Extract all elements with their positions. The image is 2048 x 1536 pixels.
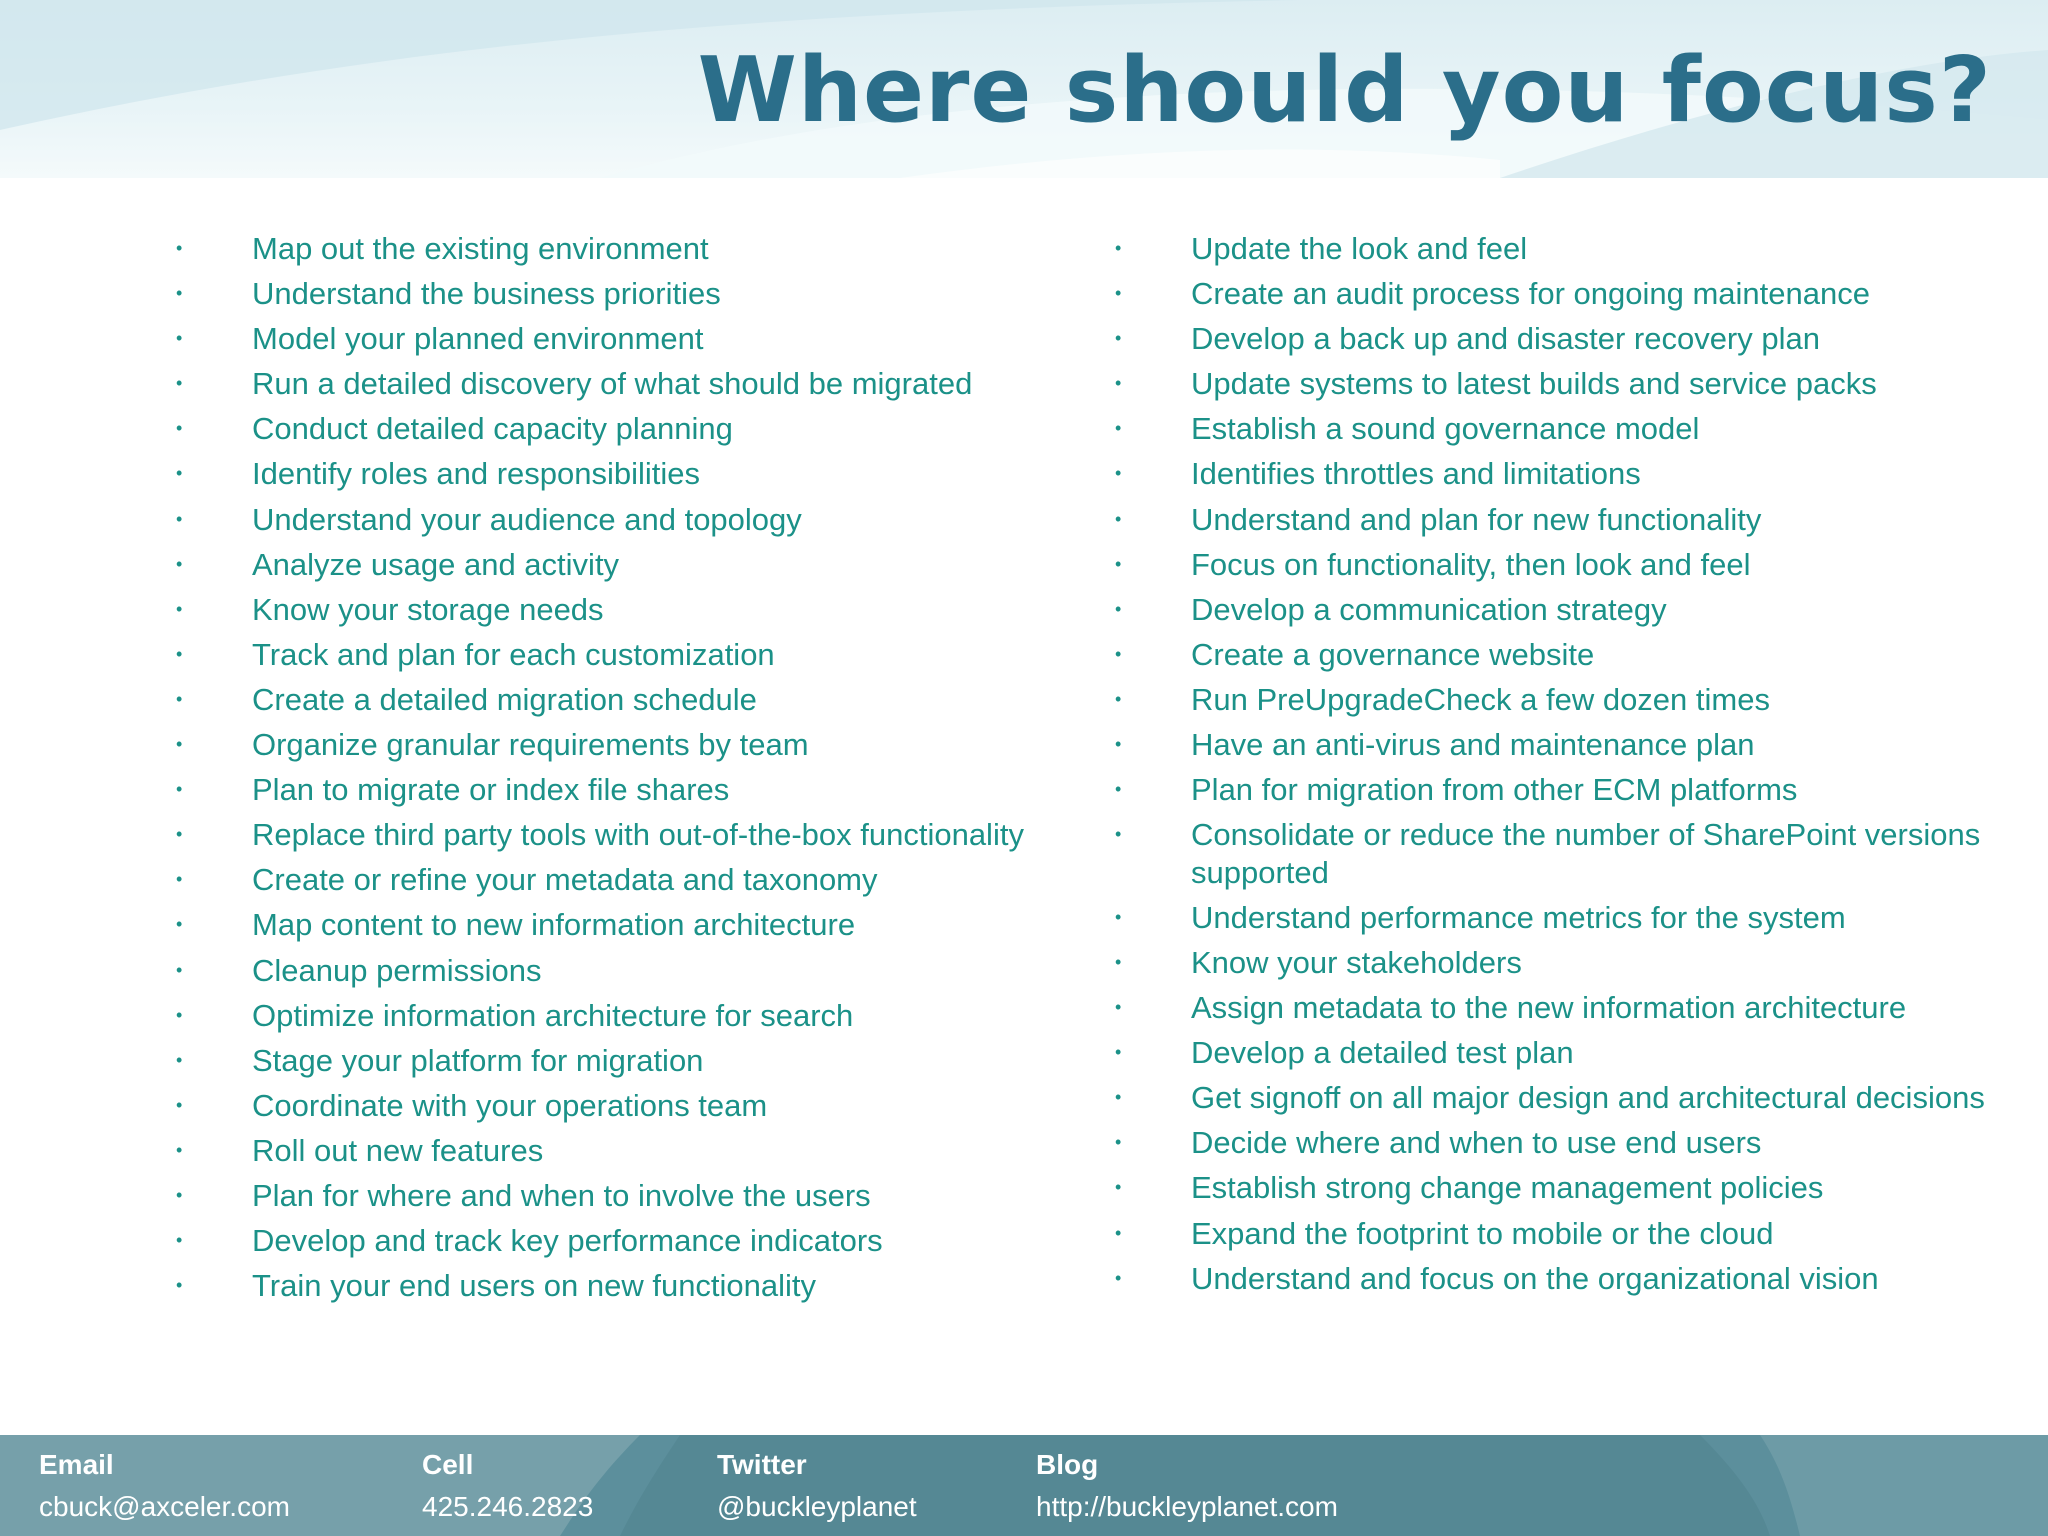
bullet-icon: • (176, 824, 183, 845)
bullet-icon: • (1115, 643, 1122, 664)
list-item (1115, 636, 1995, 674)
bullet-icon: • (176, 1230, 183, 1251)
list-item (176, 546, 1036, 584)
list-item (176, 1132, 1036, 1170)
list-item-text: Run PreUpgradeCheck a few dozen times (1191, 681, 1770, 717)
list-item-text: Identifies throttles and limitations (1191, 456, 1641, 492)
list-item (176, 952, 1036, 990)
list-item (176, 997, 1036, 1035)
cell-value: 425.246.2823 (422, 1491, 594, 1522)
bullet-icon: • (1115, 906, 1122, 927)
list-item (1115, 546, 1995, 584)
bullet-icon: • (1115, 734, 1122, 755)
list-item (1115, 591, 1995, 629)
list-item (176, 861, 1036, 899)
list-item-text: Optimize information architecture for search (252, 997, 854, 1033)
list-item (1115, 410, 1995, 448)
cell-label: Cell (422, 1449, 474, 1480)
list-item (176, 275, 1036, 313)
list-item-text: Replace third party tools with out-of-the-box functionality (252, 817, 1024, 853)
bullet-icon: • (176, 914, 183, 935)
list-item-text: Map content to new information architecture (252, 907, 856, 943)
list-item-text: Understand your audience and topology (252, 501, 802, 537)
list-item (176, 771, 1036, 809)
footer-blog (1036, 1447, 1338, 1527)
list-item-text: Create a governance website (1191, 636, 1595, 672)
list-item (1115, 1215, 1995, 1253)
bullet-icon: • (176, 463, 183, 484)
blog-value[interactable]: http://buckleyplanet.com (1036, 1491, 1338, 1522)
list-item-text: Focus on functionality, then look and feel (1191, 546, 1751, 582)
list-item (1115, 365, 1995, 403)
bullet-icon: • (176, 779, 183, 800)
list-item-text: Know your storage needs (252, 591, 604, 627)
list-item-text: Expand the footprint to mobile or the cloud (1191, 1215, 1774, 1251)
list-item (1115, 1260, 1995, 1298)
bullet-icon: • (1115, 779, 1122, 800)
bullet-icon: • (176, 598, 183, 619)
list-item-text: Understand and focus on the organizational vision (1191, 1260, 1879, 1296)
list-item (176, 1177, 1036, 1215)
list-item-text: Map out the existing environment (252, 231, 709, 266)
blog-label: Blog (1036, 1449, 1099, 1480)
list-item-text: Assign metadata to the new information architecture (1191, 990, 1907, 1026)
list-item-text: Establish a sound governance model (1191, 411, 1700, 447)
bullet-icon: • (176, 1004, 183, 1025)
email-value[interactable]: cbuck@axceler.com (39, 1491, 290, 1522)
list-item (176, 1222, 1036, 1260)
bullet-icon: • (1115, 283, 1122, 304)
list-item-text: Consolidate or reduce the number of SharePoint versions supported (1191, 817, 1981, 890)
bullet-icon: • (176, 1139, 183, 1160)
list-item (176, 906, 1036, 944)
footer-cell (422, 1447, 593, 1527)
bullet-icon: • (176, 1049, 183, 1070)
list-item-text: Develop and track key performance indicators (252, 1223, 883, 1259)
list-item (176, 410, 1036, 448)
bullet-icon: • (1115, 1132, 1122, 1153)
list-item-text: Plan for migration from other ECM platforms (1191, 772, 1798, 808)
bullet-icon: • (176, 373, 183, 394)
list-item-text: Understand performance metrics for the system (1191, 899, 1846, 935)
list-item (176, 1267, 1036, 1305)
list-item (176, 230, 1036, 268)
list-item (1115, 771, 1995, 809)
list-item-text: Conduct detailed capacity planning (252, 411, 733, 447)
bullet-icon: • (1115, 328, 1122, 349)
list-item-text: Identify roles and responsibilities (252, 456, 701, 492)
list-item-text: Create a detailed migration schedule (252, 681, 757, 717)
footer-twitter (717, 1447, 917, 1527)
bullet-icon: • (1115, 997, 1122, 1018)
list-item (1115, 899, 1995, 937)
list-item-text: Plan for where and when to involve the users (252, 1177, 871, 1213)
bullet-icon: • (1115, 373, 1122, 394)
contact-footer (0, 1435, 2048, 1536)
list-item (1115, 1034, 1995, 1072)
bullet-icon: • (1115, 508, 1122, 529)
list-item (1115, 230, 1995, 268)
list-item-text: Stage your platform for migration (252, 1042, 704, 1078)
bullet-icon: • (1115, 463, 1122, 484)
list-item-text: Get signoff on all major design and architectural decisions (1191, 1080, 1985, 1116)
email-label: Email (39, 1449, 114, 1480)
bullet-icon: • (1115, 418, 1122, 439)
list-item-text: Establish strong change management policies (1191, 1170, 1824, 1206)
bullet-icon: • (176, 1094, 183, 1115)
list-item-text: Develop a detailed test plan (1191, 1035, 1574, 1071)
list-item (1115, 989, 1995, 1027)
bullet-icon: • (176, 508, 183, 529)
bullet-icon: • (1115, 952, 1122, 972)
list-item (1115, 726, 1995, 764)
list-item (176, 681, 1036, 719)
list-item-text: Cleanup permissions (252, 952, 542, 988)
list-item-text: Know your stakeholders (1191, 945, 1522, 980)
bullet-icon: • (1115, 688, 1122, 709)
bullet-icon: • (1115, 1222, 1122, 1243)
list-item (1115, 455, 1995, 493)
list-item (176, 501, 1036, 539)
list-item (176, 816, 1036, 854)
bullet-icon: • (176, 283, 183, 304)
list-item-text: Plan to migrate or index file shares (252, 772, 730, 808)
list-item-text: Create an audit process for ongoing maintenance (1191, 276, 1870, 312)
bullet-icon: • (1115, 1087, 1122, 1108)
list-item-text: Understand the business priorities (252, 276, 721, 312)
bullet-icon: • (176, 643, 183, 664)
slide-title: Where should you focus? (697, 38, 1992, 143)
bullet-icon: • (176, 553, 183, 574)
bullet-icon: • (176, 869, 183, 890)
bullet-icon: • (176, 688, 183, 709)
list-item-text: Model your planned environment (252, 321, 704, 357)
bullet-icon: • (176, 418, 183, 439)
bullet-icon: • (1115, 1042, 1122, 1063)
list-item-text: Run a detailed discovery of what should be migrated (252, 366, 973, 402)
left-bullet-list (176, 230, 1036, 1312)
slide-header (0, 0, 2048, 178)
footer-email (39, 1447, 290, 1527)
list-item-text: Analyze usage and activity (252, 546, 620, 582)
list-item (1115, 1079, 1995, 1117)
bullet-icon: • (176, 238, 183, 258)
list-item (176, 365, 1036, 403)
list-item-text: Decide where and when to use end users (1191, 1125, 1762, 1161)
list-item (1115, 1169, 1995, 1207)
bullet-icon: • (1115, 238, 1122, 258)
list-item (176, 320, 1036, 358)
bullet-icon: • (176, 1184, 183, 1205)
list-item-text: Develop a back up and disaster recovery plan (1191, 321, 1820, 357)
right-bullet-list (1115, 230, 1995, 1305)
bullet-icon: • (176, 1275, 183, 1296)
twitter-value[interactable]: @buckleyplanet (717, 1491, 917, 1522)
list-item (1115, 944, 1995, 982)
bullet-icon: • (1115, 553, 1122, 574)
list-item (1115, 275, 1995, 313)
list-item-text: Update the look and feel (1191, 231, 1528, 266)
list-item-text: Understand and plan for new functionality (1191, 501, 1762, 537)
list-item (1115, 681, 1995, 719)
list-item-text: Train your end users on new functionality (252, 1268, 817, 1304)
bullet-icon: • (176, 734, 183, 755)
list-item (1115, 320, 1995, 358)
list-item (176, 1087, 1036, 1125)
list-item-text: Organize granular requirements by team (252, 727, 809, 763)
list-item (1115, 1124, 1995, 1162)
list-item-text: Track and plan for each customization (252, 636, 775, 672)
list-item (176, 636, 1036, 674)
bullet-icon: • (1115, 1177, 1122, 1198)
twitter-label: Twitter (717, 1449, 807, 1480)
list-item-text: Have an anti-virus and maintenance plan (1191, 727, 1755, 763)
bullet-icon: • (176, 959, 183, 980)
list-item-text: Update systems to latest builds and service packs (1191, 366, 1877, 402)
bullet-icon: • (1115, 1267, 1122, 1288)
list-item-text: Coordinate with your operations team (252, 1087, 768, 1123)
list-item (1115, 501, 1995, 539)
list-item-text: Develop a communication strategy (1191, 591, 1667, 627)
list-item (176, 726, 1036, 764)
list-item-text: Roll out new features (252, 1132, 544, 1168)
bullet-icon: • (176, 328, 183, 349)
bullet-icon: • (1115, 824, 1122, 845)
bullet-icon: • (1115, 598, 1122, 619)
list-item (176, 591, 1036, 629)
list-item-text: Create or refine your metadata and taxonomy (252, 862, 878, 898)
footer-swoosh-decoration (0, 1435, 2048, 1536)
list-item (1115, 816, 1995, 891)
list-item (176, 1042, 1036, 1080)
list-item (176, 455, 1036, 493)
